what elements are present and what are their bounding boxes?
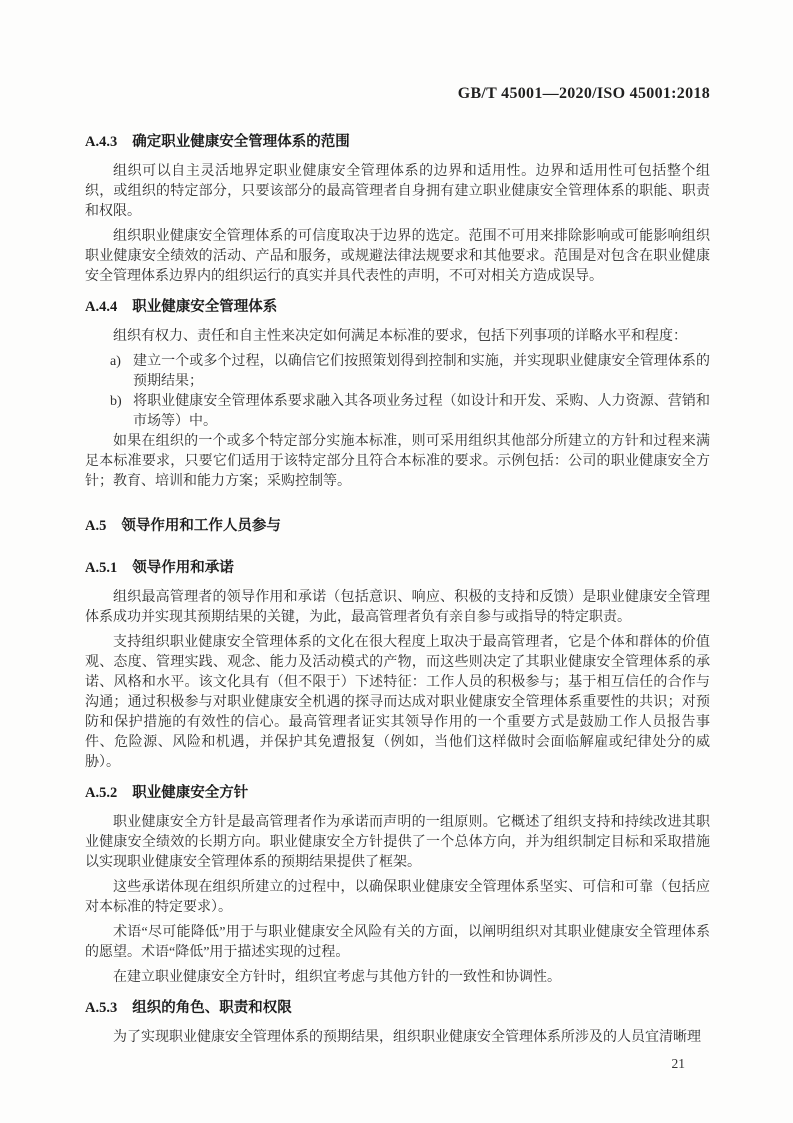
section-title: 职业健康安全管理体系 <box>132 299 278 315</box>
paragraph: 组织有权力、责任和自主性来决定如何满足本标准的要求，包括下列事项的详略水平和程度： <box>113 329 687 344</box>
paragraph: 在建立职业健康安全方针时，组织宜考虑与其他方针的一致性和协调性。 <box>113 970 561 985</box>
section-title: 领导作用和工作人员参与 <box>121 518 281 534</box>
paragraph: 这些承诺体现在组织所建立的过程中，以确保职业健康安全管理体系坚实、可信和可靠（包括应对本标准的特定要求）。 <box>85 880 710 915</box>
heading-a-5-1 <box>85 558 710 578</box>
section-number: A.5.1 <box>85 560 118 576</box>
page-footer <box>85 1054 710 1074</box>
heading-a-4-3 <box>85 132 710 152</box>
paragraph: 组织可以自主灵活地界定职业健康安全管理体系的边界和适用性。边界和适用性可包括整个组织，或组织的特定部分，只要该部分的最高管理者自身拥有建立职业健康安全管理体系的职能、职责和权限。 <box>85 164 710 219</box>
paragraph: 组织职业健康安全管理体系的可信度取决于边界的选定。范围不可用来排除影响或可能影响组织职业健康安全绩效的活动、产品和服务，或规避法律法规要求和其他要求。范围是对包含在职业健康安全管理体系边界内的组织运行的真实并具代表性的声明，不可对相关方造成误导。 <box>85 229 710 284</box>
paragraph: 为了实现职业健康安全管理体系的预期结果，组织职业健康安全管理体系所涉及的人员宜清晰理 <box>113 1030 701 1045</box>
section-title: 职业健康安全方针 <box>132 785 249 801</box>
list-item-label: b) <box>110 394 122 409</box>
heading-a-5-3 <box>85 998 710 1018</box>
paragraph: 术语“尽可能降低”用于与职业健康安全风险有关的方面，以阐明组织对其职业健康安全管理体系的愿望。术语“降低”用于描述实现的过程。 <box>85 925 710 960</box>
heading-a-5 <box>85 516 710 536</box>
page-header <box>85 84 710 104</box>
list-item-a <box>85 352 710 392</box>
section-number: A.5 <box>85 518 107 534</box>
list-item-text: 将职业健康安全管理体系要求融入其各项业务过程（如设计和开发、采购、人力资源、营销和市场等）中。 <box>133 394 710 429</box>
section-number: A.4.3 <box>85 134 118 150</box>
section-title: 确定职业健康安全管理体系的范围 <box>132 134 350 150</box>
list-item-label: a) <box>110 354 121 369</box>
paragraph: 职业健康安全方针是最高管理者作为承诺而声明的一组原则。它概述了组织支持和持续改进其职业健康安全绩效的长期方向。职业健康安全方针提供了一个总体方向，并为组织制定目标和采取措施以实现职业健康安全管理体系的预期结果提供了框架。 <box>85 815 710 870</box>
section-title: 领导作用和承诺 <box>132 560 234 576</box>
heading-a-5-2 <box>85 783 710 803</box>
document-body <box>85 132 710 1048</box>
page-number: 21 <box>671 1056 685 1071</box>
section-number: A.5.2 <box>85 785 118 801</box>
heading-a-4-4 <box>85 297 710 317</box>
section-title: 组织的角色、职责和权限 <box>132 1000 292 1016</box>
standard-code: GB/T 45001—2020/ISO 45001:2018 <box>457 85 710 102</box>
section-number: A.5.3 <box>85 1000 118 1016</box>
list-item-b <box>85 392 710 432</box>
paragraph: 支持组织职业健康安全管理体系的文化在很大程度上取决于最高管理者，它是个体和群体的价值观、态度、管理实践、观念、能力及活动模式的产物，而这些则决定了其职业健康安全管理体系的承诺、风格和水平。该文化具有（但不限于）下述特征：工作人员的积极参与；基于相互信任的合作与沟通；通过积极参与对职业健康安全机遇的探寻而达成对职业健康安全管理体系重要性的共识；对预防和保护措施的有效性的信心。最高管理者证实其领导作用的一个重要方式是鼓励工作人员报告事件、危险源、风险和机遇，并保护其免遭报复（例如，当他们这样做时会面临解雇或纪律处分的威胁）。 <box>85 635 710 770</box>
list-item-text: 建立一个或多个过程，以确信它们按照策划得到控制和实施，并实现职业健康安全管理体系的预期结果； <box>133 354 710 389</box>
paragraph: 如果在组织的一个或多个特定部分实施本标准，则可采用组织其他部分所建立的方针和过程来满足本标准要求，只要它们适用于该特定部分且符合本标准的要求。示例包括：公司的职业健康安全方针；教育、培训和能力方案；采购控制等。 <box>85 434 710 489</box>
section-number: A.4.4 <box>85 299 118 315</box>
paragraph: 组织最高管理者的领导作用和承诺（包括意识、响应、积极的支持和反馈）是职业健康安全管理体系成功并实现其预期结果的关键，为此，最高管理者负有亲自参与或指导的特定职责。 <box>85 590 710 625</box>
